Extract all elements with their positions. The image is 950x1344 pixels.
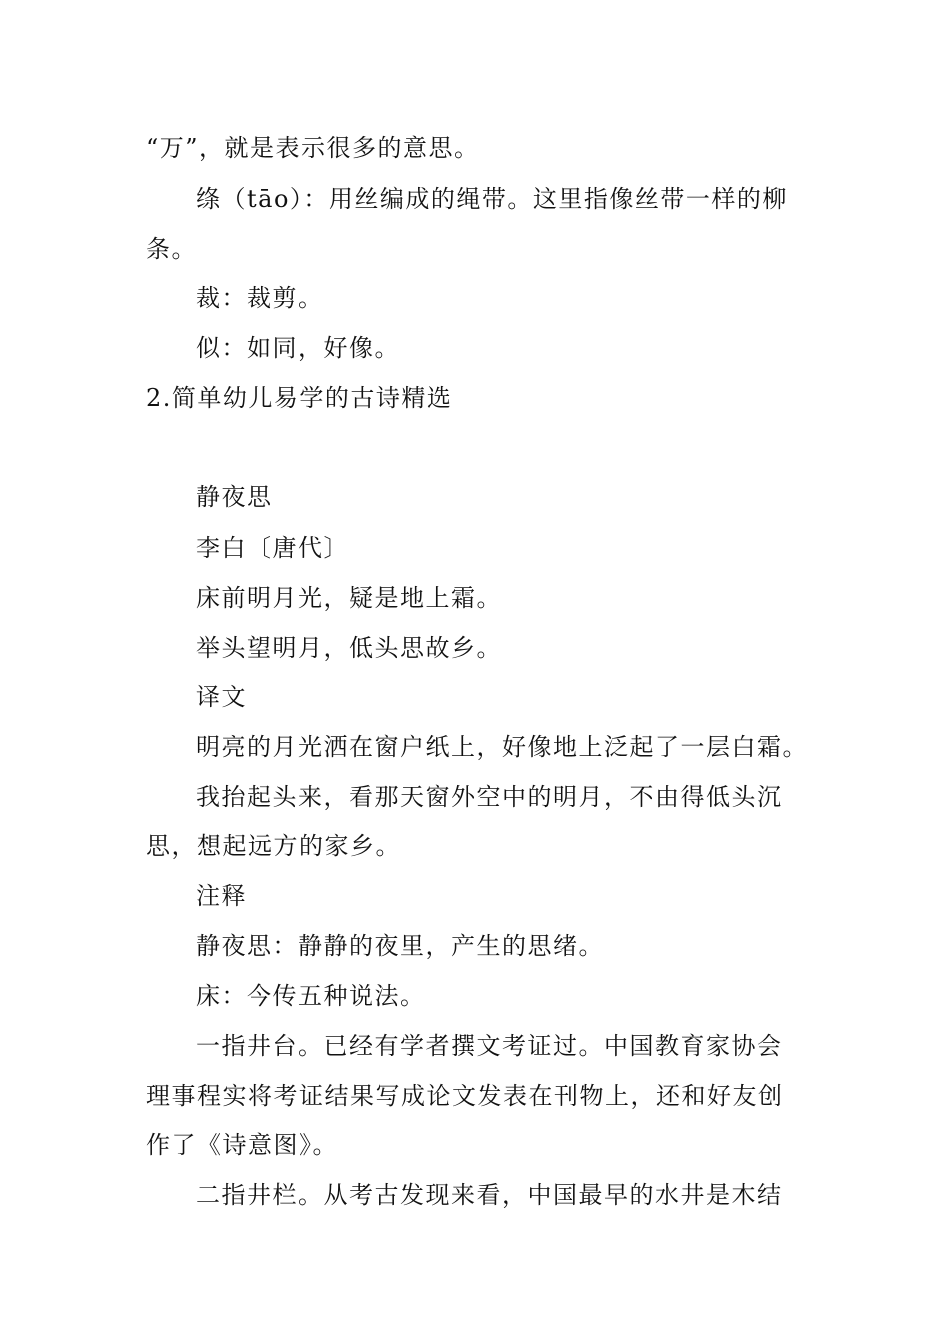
text-line: 思，想起远方的家乡。 — [146, 832, 401, 860]
text-line: 作了《诗意图》。 — [146, 1131, 338, 1159]
text-line: 绦（tāo）：用丝编成的绳带。这里指像丝带一样的柳 — [196, 185, 788, 213]
text-line: 裁：裁剪。 — [196, 284, 324, 312]
text-line: 条。 — [146, 235, 197, 263]
text-line: “万”，就是表示很多的意思。 — [146, 134, 480, 162]
poem-title: 静夜思 — [196, 483, 273, 511]
poem-author: 李白〔唐代〕 — [196, 534, 349, 562]
text-line: 理事程实将考证结果写成论文发表在刊物上，还和好友创 — [146, 1082, 784, 1110]
text-line: 似：如同，好像。 — [196, 334, 400, 362]
text-line: 二指井栏。从考古发现来看，中国最早的水井是木结 — [196, 1181, 783, 1209]
text-line: 一指井台。已经有学者撰文考证过。中国教育家协会 — [196, 1032, 783, 1060]
poem-line: 举头望明月，低头思故乡。 — [196, 634, 502, 662]
poem-line: 床前明月光，疑是地上霜。 — [196, 584, 502, 612]
subheading-notes: 注释 — [196, 882, 247, 910]
section-heading: 2.简单幼儿易学的古诗精选 — [146, 384, 453, 412]
text-line: 明亮的月光洒在窗户纸上，好像地上泛起了一层白霜。 — [196, 733, 808, 761]
text-line: 床：今传五种说法。 — [196, 982, 426, 1010]
subheading-translation: 译文 — [196, 683, 247, 711]
text-line: 我抬起头来，看那天窗外空中的明月，不由得低头沉 — [196, 783, 783, 811]
text-line: 静夜思：静静的夜里，产生的思绪。 — [196, 932, 604, 960]
